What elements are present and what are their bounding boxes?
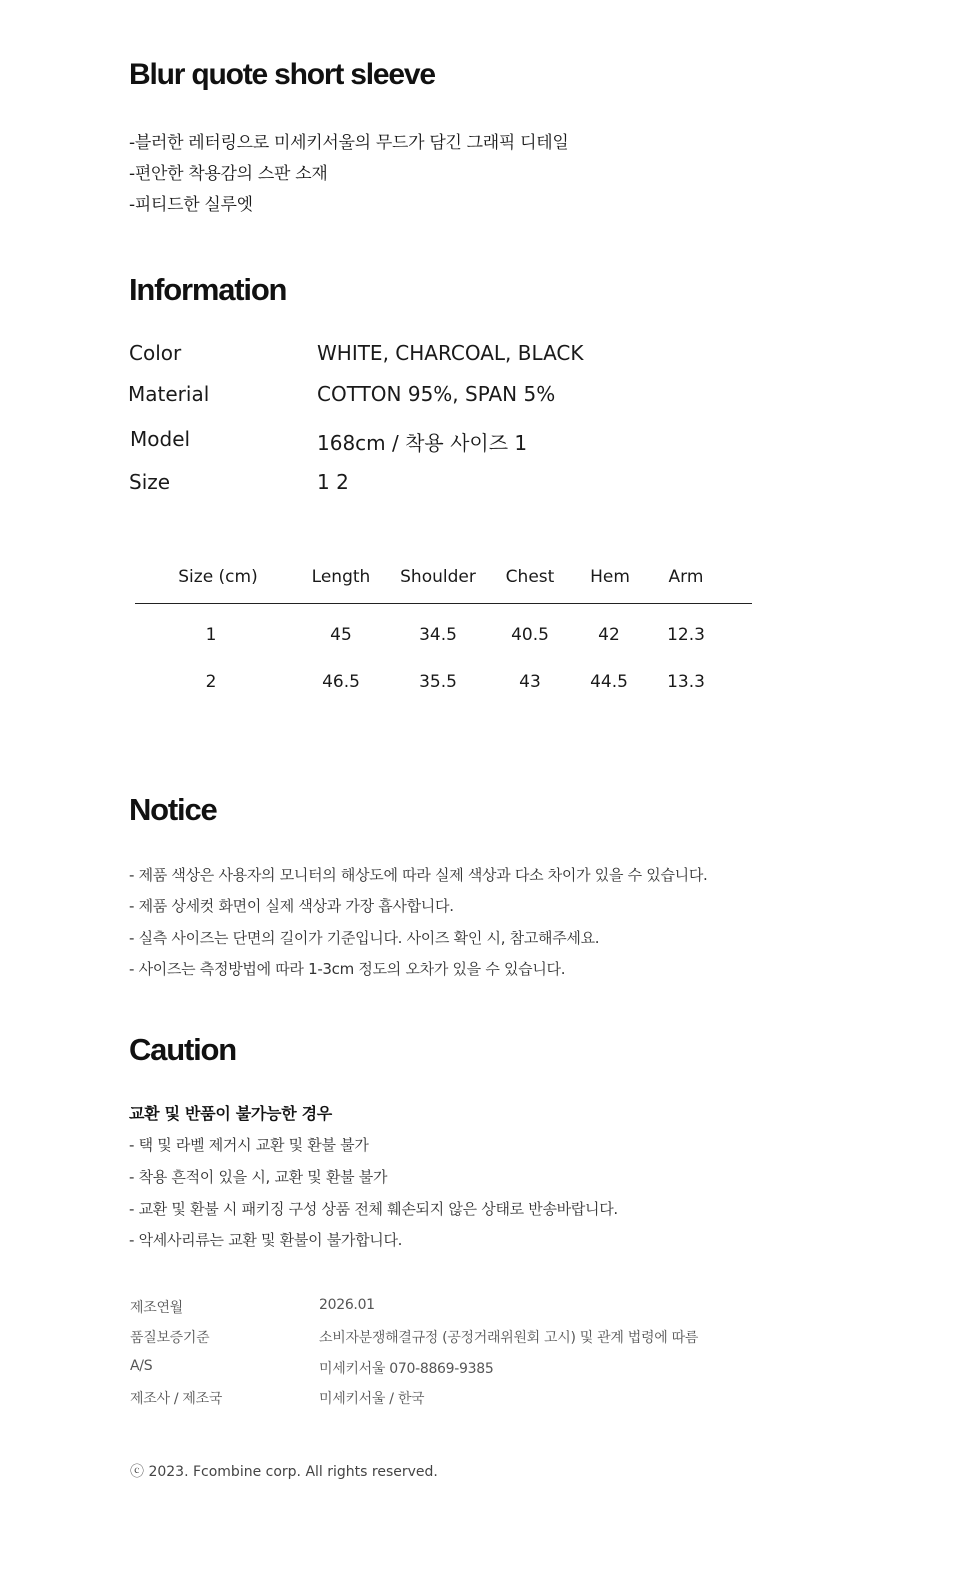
info-label-size: Size (129, 470, 171, 494)
notice-line: - 제품 색상은 사용자의 모니터의 해상도에 따라 실제 색상과 다소 차이가 있을 수 있습니다. (129, 866, 708, 884)
caution-line: - 악세사리류는 교환 및 환불이 불가합니다. (129, 1231, 403, 1249)
size-table-header: Hem (590, 567, 630, 587)
caution-line: - 택 및 라벨 제거시 교환 및 환불 불가 (129, 1136, 369, 1154)
info-label-model: Model (130, 427, 191, 451)
meta-label: 품질보증기준 (130, 1330, 210, 1346)
size-table-header: Arm (668, 567, 704, 587)
meta-value: 소비자분쟁해결규정 (공정거래위원회 고시) 및 관계 법령에 따름 (319, 1330, 699, 1346)
table-cell: 12.3 (667, 625, 705, 645)
table-cell: 45 (330, 625, 352, 645)
feature-line: -피티드한 실루엣 (129, 195, 253, 215)
notice-line: - 제품 상세컷 화면이 실제 색상과 가장 흡사합니다. (129, 897, 454, 915)
feature-line: -블러한 레터링으로 미세키서울의 무드가 담긴 그래픽 디테일 (129, 133, 569, 153)
info-value-size: 1 2 (317, 470, 349, 494)
caution-line: - 착용 흔적이 있을 시, 교환 및 환불 불가 (129, 1168, 388, 1186)
notice-line: - 실측 사이즈는 단면의 길이가 기준입니다. 사이즈 확인 시, 참고해주세요. (129, 929, 600, 947)
table-cell: 35.5 (419, 672, 457, 692)
caution-line: - 교환 및 환불 시 패키징 구성 상품 전체 훼손되지 않은 상태로 반송바랍니다. (129, 1200, 618, 1218)
table-cell: 34.5 (419, 625, 457, 645)
info-label-color: Color (129, 341, 182, 365)
table-cell: 2 (205, 672, 217, 692)
info-value-material: COTTON 95%, SPAN 5% (317, 382, 556, 406)
size-table-header: Size (cm) (178, 567, 258, 587)
table-cell: 46.5 (322, 672, 360, 692)
product-title: Blur quote short sleeve (129, 58, 435, 91)
information-heading: Information (129, 272, 287, 307)
meta-value: 미세키서울 / 한국 (319, 1391, 425, 1407)
table-cell: 1 (205, 625, 217, 645)
table-cell: 44.5 (590, 672, 628, 692)
meta-label: A/S (130, 1358, 153, 1374)
size-table-divider (135, 603, 752, 604)
caution-heading: Caution (129, 1032, 236, 1067)
info-value-color: WHITE, CHARCOAL, BLACK (317, 341, 584, 365)
table-cell: 42 (598, 625, 620, 645)
meta-label: 제조연월 (130, 1300, 183, 1316)
copyright-text: ⓒ 2023. Fcombine corp. All rights reserved. (130, 1464, 438, 1480)
table-cell: 13.3 (667, 672, 705, 692)
meta-value: 미세키서울 070-8869-9385 (319, 1361, 494, 1377)
size-table-header: Length (311, 567, 371, 587)
table-cell: 40.5 (511, 625, 549, 645)
table-cell: 43 (519, 672, 541, 692)
meta-value: 2026.01 (319, 1297, 375, 1313)
feature-line: -편안한 착용감의 스판 소재 (129, 164, 328, 184)
info-label-material: Material (128, 382, 210, 406)
notice-heading: Notice (129, 792, 217, 827)
size-table-header: Shoulder (400, 567, 476, 587)
size-table-header: Chest (505, 567, 555, 587)
meta-label: 제조사 / 제조국 (130, 1391, 223, 1407)
info-value-model: 168cm / 착용 사이즈 1 (317, 431, 528, 455)
caution-subheading: 교환 및 반품이 불가능한 경우 (129, 1104, 332, 1123)
notice-line: - 사이즈는 측정방법에 따라 1-3cm 정도의 오차가 있을 수 있습니다. (129, 960, 566, 978)
